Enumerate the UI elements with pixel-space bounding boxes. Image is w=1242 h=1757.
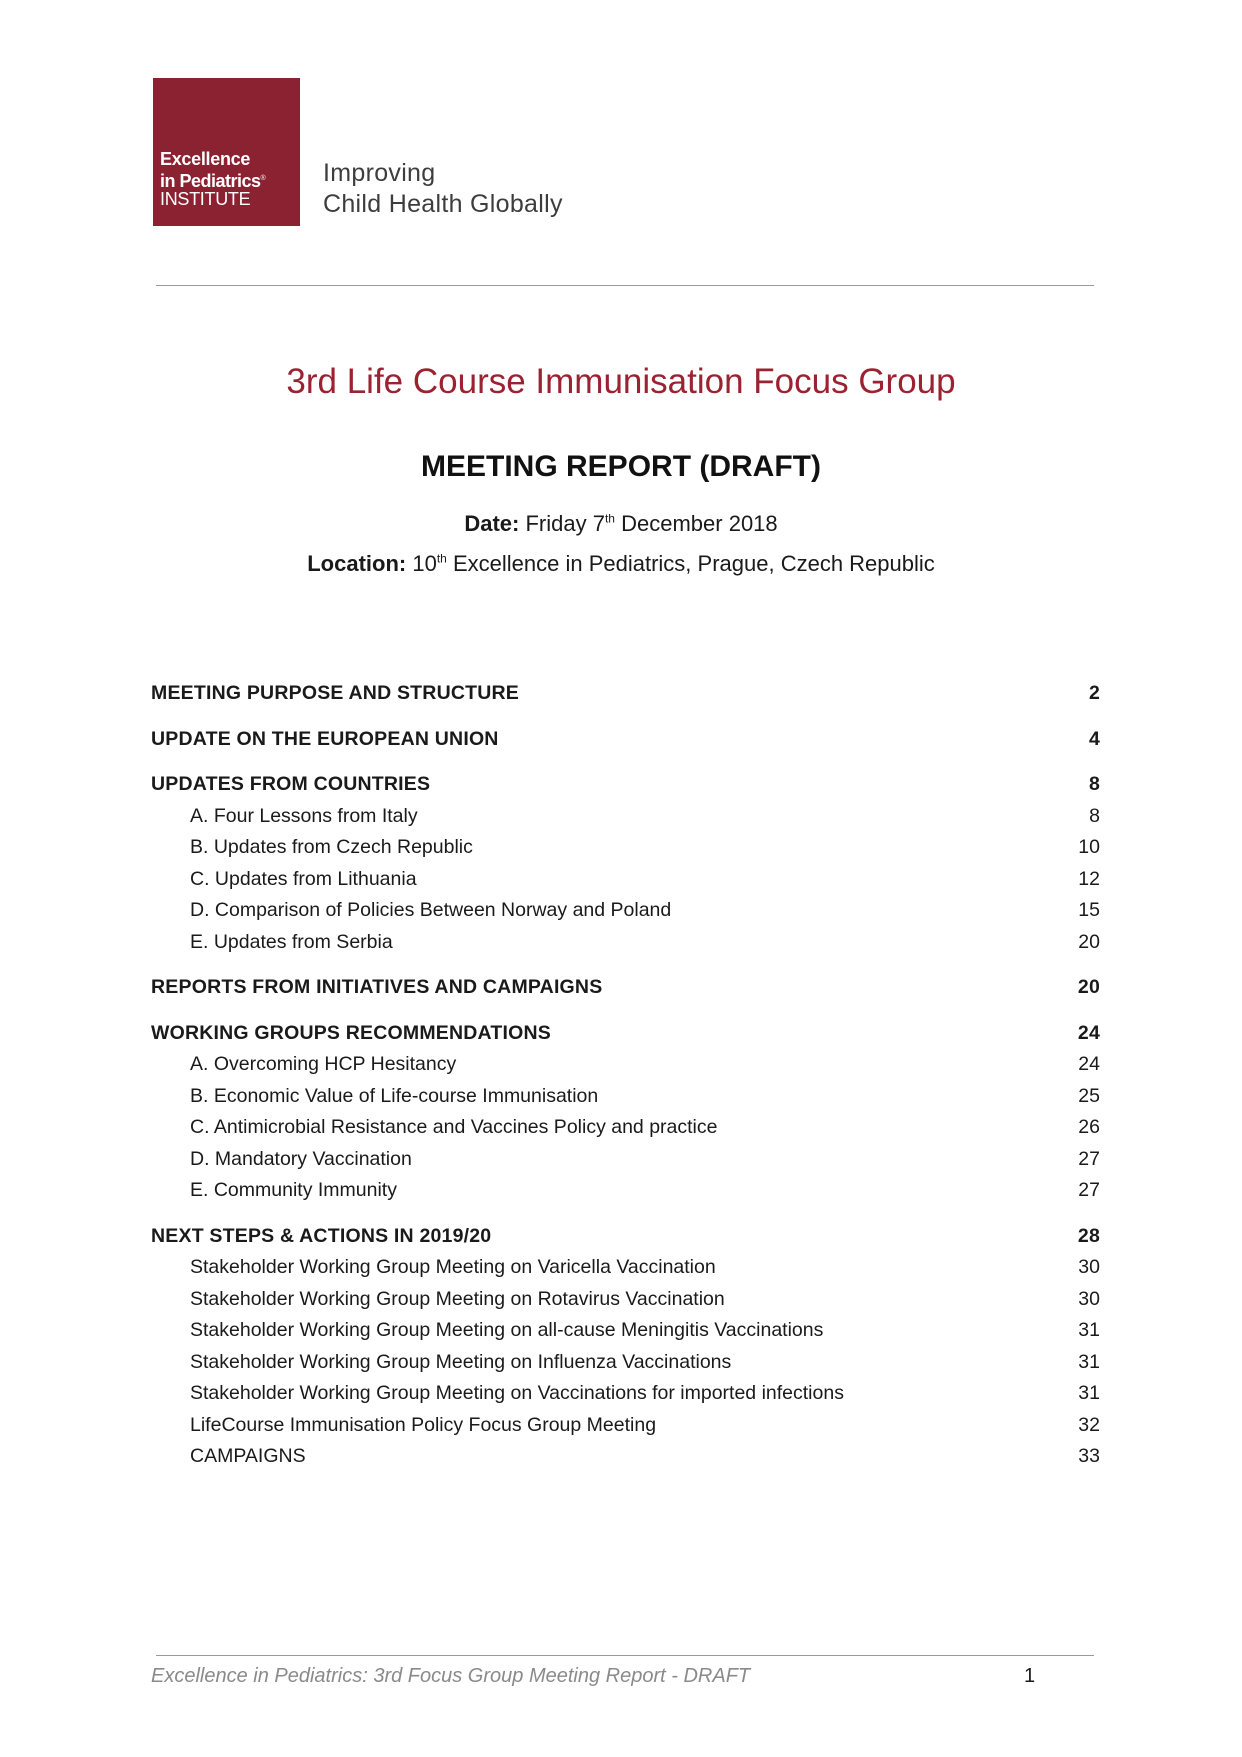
toc-subsection-page: 12 <box>1078 867 1100 890</box>
header-divider <box>156 285 1094 286</box>
toc-section-page: 20 <box>1077 976 1100 998</box>
toc-subsection-label: D. Comparison of Policies Between Norway and Poland <box>190 899 672 921</box>
toc-subsection-label: E. Updates from Serbia <box>190 930 393 953</box>
toc-section-label: UPDATES FROM COUNTRIES <box>151 773 431 795</box>
logo-text-excellence: Excellence <box>160 149 251 169</box>
toc-subsection-label: Stakeholder Working Group Meeting on Rotavirus Vaccination <box>190 1287 725 1310</box>
toc-subsection[interactable] <box>151 1049 1100 1081</box>
toc-subsection[interactable] <box>151 1284 1100 1316</box>
document-subtitle: MEETING REPORT (DRAFT) <box>421 450 821 483</box>
tagline-line-1: Improving <box>323 159 436 187</box>
toc-subsection-page: 31 <box>1078 1319 1100 1341</box>
toc-subsection-page: 24 <box>1078 1053 1100 1075</box>
date-value-pre: Friday 7 <box>525 511 605 536</box>
toc-subsection[interactable] <box>151 864 1100 896</box>
table-of-contents <box>151 678 1100 1473</box>
footer-text: Excellence in Pediatrics: 3rd Focus Group Meeting Report - DRAFT <box>151 1665 751 1687</box>
toc-section-page: 24 <box>1077 1021 1100 1044</box>
toc-subsection[interactable] <box>151 1144 1100 1176</box>
toc-section[interactable] <box>151 1221 1100 1253</box>
toc-subsection-label: C. Antimicrobial Resistance and Vaccines Policy and practice <box>190 1116 718 1138</box>
toc-subsection[interactable] <box>151 1347 1100 1379</box>
toc-subsection-label: A. Four Lessons from Italy <box>190 804 418 827</box>
document-title: 3rd Life Course Immunisation Focus Group <box>286 362 956 401</box>
toc-section[interactable] <box>151 678 1100 710</box>
toc-subsection[interactable] <box>151 832 1100 864</box>
toc-subsection-label: B. Economic Value of Life-course Immunisation <box>190 1084 599 1107</box>
toc-section-label: NEXT STEPS & ACTIONS IN 2019/20 <box>151 1224 492 1247</box>
meeting-location <box>0 551 1242 577</box>
toc-subsection[interactable] <box>151 1175 1100 1207</box>
logo-text-in-pediatrics: in Pediatrics® <box>160 171 266 191</box>
location-label: Location: <box>307 551 407 576</box>
toc-subsection[interactable] <box>151 1378 1100 1410</box>
date-value-post: December 2018 <box>621 511 778 536</box>
toc-section-label: REPORTS FROM INITIATIVES AND CAMPAIGNS <box>151 976 603 998</box>
toc-subsection-page: 30 <box>1078 1287 1100 1310</box>
toc-subsection[interactable] <box>151 801 1100 833</box>
toc-subsection-label: Stakeholder Working Group Meeting on Varicella Vaccination <box>190 1256 716 1278</box>
toc-subsection-label: Stakeholder Working Group Meeting on Vaccinations for imported infections <box>190 1382 844 1404</box>
toc-subsection[interactable] <box>151 1252 1100 1284</box>
toc-subsection-page: 30 <box>1078 1256 1100 1278</box>
toc-subsection-page: 25 <box>1078 1084 1100 1107</box>
tagline <box>323 158 563 220</box>
toc-section-page: 2 <box>1088 682 1100 704</box>
logo-text-in-pediatrics-label: in Pediatrics <box>160 171 261 191</box>
toc-subsection[interactable] <box>151 1081 1100 1113</box>
date-label: Date: <box>464 511 520 536</box>
toc-section[interactable] <box>151 769 1100 801</box>
logo <box>153 78 300 226</box>
toc-section-page: 8 <box>1088 773 1100 795</box>
toc-subsection[interactable] <box>151 1315 1100 1347</box>
toc-subsection-label: Stakeholder Working Group Meeting on all-cause Meningitis Vaccinations <box>190 1319 824 1341</box>
toc-subsection-page: 8 <box>1089 804 1100 827</box>
toc-section-page: 28 <box>1077 1224 1100 1247</box>
toc-subsection-label: C. Updates from Lithuania <box>190 867 417 890</box>
toc-subsection-label: Stakeholder Working Group Meeting on Influenza Vaccinations <box>190 1350 732 1373</box>
toc-subsection[interactable] <box>151 895 1100 927</box>
toc-subsection-label: CAMPAIGNS <box>190 1445 306 1467</box>
toc-subsection-page: 27 <box>1078 1179 1100 1201</box>
toc-subsection[interactable] <box>151 927 1100 959</box>
location-post: Excellence in Pediatrics, Prague, Czech Republic <box>452 551 935 576</box>
toc-subsection-label: B. Updates from Czech Republic <box>190 836 473 858</box>
toc-subsection-page: 10 <box>1078 836 1100 858</box>
toc-section[interactable] <box>151 972 1100 1004</box>
toc-section-label: MEETING PURPOSE AND STRUCTURE <box>151 682 520 704</box>
toc-subsection-page: 31 <box>1078 1350 1100 1373</box>
location-pre: 10 <box>412 551 437 576</box>
toc-subsection-page: 27 <box>1078 1147 1100 1170</box>
logo-text-institute: INSTITUTE <box>160 189 251 209</box>
meeting-date <box>0 511 1242 537</box>
toc-subsection-page: 32 <box>1078 1413 1100 1436</box>
toc-section-label: WORKING GROUPS RECOMMENDATIONS <box>151 1021 551 1044</box>
toc-subsection-page: 15 <box>1078 899 1100 921</box>
toc-subsection-label: LifeCourse Immunisation Policy Focus Group Meeting <box>190 1413 657 1436</box>
toc-subsection[interactable] <box>151 1410 1100 1442</box>
location-sup: th <box>436 551 447 566</box>
tagline-line-2: Child Health Globally <box>323 190 563 218</box>
date-sup: th <box>604 511 615 526</box>
toc-subsection-page: 31 <box>1078 1382 1100 1404</box>
footer-divider <box>156 1655 1094 1656</box>
toc-subsection-page: 20 <box>1078 930 1100 953</box>
toc-section[interactable] <box>151 724 1100 756</box>
toc-subsection-label: A. Overcoming HCP Hesitancy <box>190 1053 457 1075</box>
toc-subsection-page: 33 <box>1078 1445 1100 1467</box>
page-number: 1 <box>1024 1665 1036 1687</box>
toc-subsection-label: E. Community Immunity <box>190 1179 397 1201</box>
toc-subsection-label: D. Mandatory Vaccination <box>190 1147 412 1170</box>
toc-subsection-page: 26 <box>1078 1116 1100 1138</box>
toc-section-page: 4 <box>1088 727 1100 750</box>
toc-section-label: UPDATE ON THE EUROPEAN UNION <box>151 727 499 750</box>
toc-subsection[interactable] <box>151 1441 1100 1473</box>
toc-subsection[interactable] <box>151 1112 1100 1144</box>
toc-section[interactable] <box>151 1018 1100 1050</box>
